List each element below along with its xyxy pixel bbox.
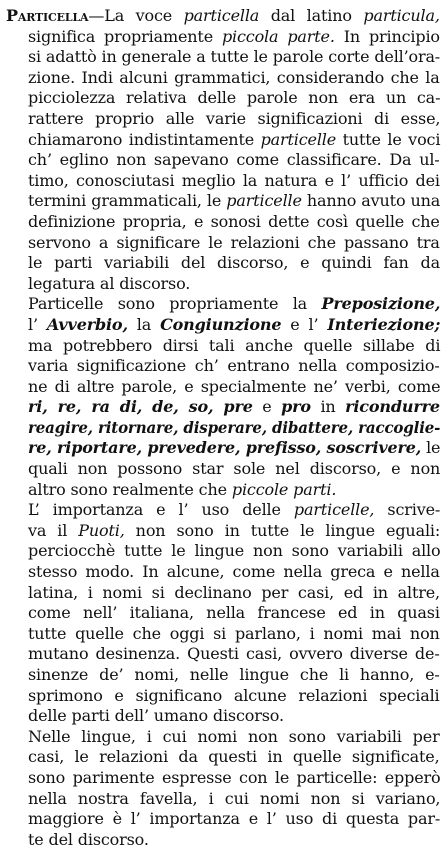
text-line — [6, 480, 440, 501]
text-line — [6, 500, 440, 521]
text-line — [6, 6, 440, 27]
text-segment: significa propriamente — [28, 26, 222, 46]
text-line — [6, 541, 440, 562]
text-line — [6, 336, 440, 357]
text-segment: definizione propria, e sonosi dette così quelle che — [28, 211, 440, 231]
text-segment: altro sono realmente che — [28, 479, 232, 499]
emphasized-term: Avverbio, — [46, 314, 128, 334]
emphasized-term: particelle, — [293, 500, 375, 520]
emphasized-term: particelle — [260, 129, 337, 149]
text-segment: la — [127, 314, 161, 334]
text-line — [6, 212, 440, 233]
text-line — [6, 665, 440, 686]
text-line — [6, 644, 440, 665]
text-line — [6, 686, 440, 707]
text-line — [6, 233, 440, 254]
text-segment: zione. Indi alcuni grammatici, considerando che la — [28, 67, 440, 87]
text-segment: maggiore è l’ importanza e l’ uso di questa par- — [28, 809, 441, 829]
text-segment: le — [421, 438, 441, 458]
text-line — [6, 88, 440, 109]
text-segment: in — [310, 397, 346, 417]
text-segment: ne di altre parole, e specialmente ne’ verbi, come — [28, 376, 441, 396]
text-segment: varia significazione ch’ entrano nella composizio- — [28, 356, 440, 376]
text-line — [6, 191, 440, 212]
text-segment: nella nostra favella, i cui nomi non si variano, — [28, 788, 441, 808]
text-line — [6, 294, 440, 315]
text-line — [6, 830, 440, 850]
text-segment: come nell’ italiana, nella francese ed in quasi — [28, 603, 440, 623]
paragraph — [6, 727, 440, 850]
text-line — [6, 418, 440, 439]
emphasized-term: ricondurre — [345, 397, 440, 417]
text-segment: non sono in tutte le lingue eguali: — [124, 520, 441, 540]
text-line — [6, 562, 440, 583]
paragraph — [6, 500, 440, 727]
text-line — [6, 27, 440, 48]
text-segment: tutte quelle che oggi si parlano, i nomi mai non — [28, 623, 440, 643]
text-segment: In principio — [334, 26, 440, 46]
text-line — [6, 253, 440, 274]
text-segment: si adattò in generale a tutte le parole corte dell’ora- — [28, 47, 441, 67]
text-segment: chiamarono indistintamente — [28, 129, 261, 149]
text-line — [6, 438, 440, 459]
text-segment: e l’ — [281, 314, 328, 334]
text-segment: sono parimente espresse con le particelle: epperò — [28, 767, 441, 787]
paragraph — [6, 294, 440, 500]
text-line — [6, 809, 440, 830]
text-segment: latina, i nomi si declinano per casi, ed in altre, — [28, 582, 440, 602]
paragraph — [6, 6, 440, 294]
text-segment: rattere proprio alle varie significazioni di esse, — [28, 108, 441, 128]
text-segment: hanno avuto una — [301, 191, 441, 211]
text-line — [6, 521, 440, 542]
emphasized-term: piccola parte. — [221, 26, 335, 46]
text-line — [6, 624, 440, 645]
text-line — [6, 130, 440, 151]
entry-headword: Particella — [6, 6, 89, 25]
text-line — [6, 583, 440, 604]
text-segment: picciolezza relativa delle parole non era un ca- — [28, 88, 441, 108]
text-segment: stesso modo. In alcune, come nella greca e nella — [28, 562, 440, 582]
text-line — [6, 109, 440, 130]
text-line — [6, 315, 440, 336]
text-segment: ch’ eglino non sapevano come classificare. Da ul- — [28, 150, 440, 170]
text-segment: va il — [28, 520, 79, 540]
text-segment: dal latino — [259, 6, 364, 25]
text-segment: mutano desinenza. Questi casi, ovvero diverse de- — [28, 644, 440, 664]
text-segment: l’ — [28, 314, 47, 334]
text-segment: Nelle lingue, i cui nomi non sono variabili per — [28, 726, 440, 746]
text-segment: ma potrebbero dirsi tali anche quelle sillabe di — [28, 335, 441, 355]
emphasized-term: Puoti, — [78, 520, 125, 540]
text-segment: sinenze de’ nomi, nelle lingue che li hanno, e- — [28, 665, 440, 684]
text-segment: tutte le voci — [336, 129, 441, 149]
text-line — [6, 747, 440, 768]
text-segment: termini grammaticali, le — [28, 191, 227, 211]
emphasized-term: particella — [183, 6, 260, 25]
text-line — [6, 377, 440, 398]
emphasized-term: ri, re, ra di, de, so, pre — [28, 397, 253, 417]
text-segment: servono a significare le relazioni che passano tra — [28, 232, 440, 252]
text-segment: perciocchè tutte le lingue non sono variabili allo — [28, 541, 441, 561]
text-line — [6, 68, 440, 89]
text-segment: scrive- — [374, 500, 441, 520]
text-segment: L’ importanza e l’ uso delle — [28, 500, 294, 520]
text-segment: Particelle sono propriamente la — [28, 294, 322, 314]
text-segment: sprimono e significano alcune relazioni speciali — [28, 685, 440, 705]
text-segment: quali non possono star sole nel discorso, e non — [28, 459, 441, 479]
text-line — [6, 47, 440, 68]
emphasized-term: re, riportare, prevedere, prefisso, soscrivere, — [28, 438, 422, 458]
text-line — [6, 706, 440, 727]
emphasized-term: reagire, ritornare, disperare, dibattere, raccoglie- — [28, 417, 441, 437]
text-line — [6, 603, 440, 624]
text-segment: te del discorso. — [28, 829, 149, 849]
text-segment: legatura al discorso. — [28, 273, 191, 293]
emphasized-term: Congiunzione — [160, 314, 282, 334]
emphasized-term: particula, — [363, 6, 440, 25]
text-segment: e — [252, 397, 282, 417]
text-line — [6, 768, 440, 789]
emphasized-term: Interiezione; — [327, 314, 441, 334]
text-line — [6, 459, 440, 480]
text-segment: delle parti dell’ umano discorso. — [28, 706, 284, 726]
text-line — [6, 274, 440, 295]
emphasized-term: particelle — [226, 191, 302, 211]
text-segment: le parti variabili del discorso, e quindi fan da — [28, 253, 440, 273]
text-segment: timo, conosciutasi meglio la natura e l’ ufficio dei — [28, 170, 440, 190]
emphasized-term: pro — [281, 397, 311, 417]
emphasized-term: piccole parti. — [231, 479, 337, 499]
text-line — [6, 727, 440, 748]
text-line — [6, 356, 440, 377]
text-segment: casi, le relazioni da questi in quelle significate, — [28, 747, 440, 767]
text-line — [6, 171, 440, 192]
text-line — [6, 789, 440, 810]
text-line — [6, 150, 440, 171]
text-line — [6, 397, 440, 418]
text-segment: —La voce — [88, 6, 184, 25]
emphasized-term: Preposizione, — [321, 294, 441, 314]
